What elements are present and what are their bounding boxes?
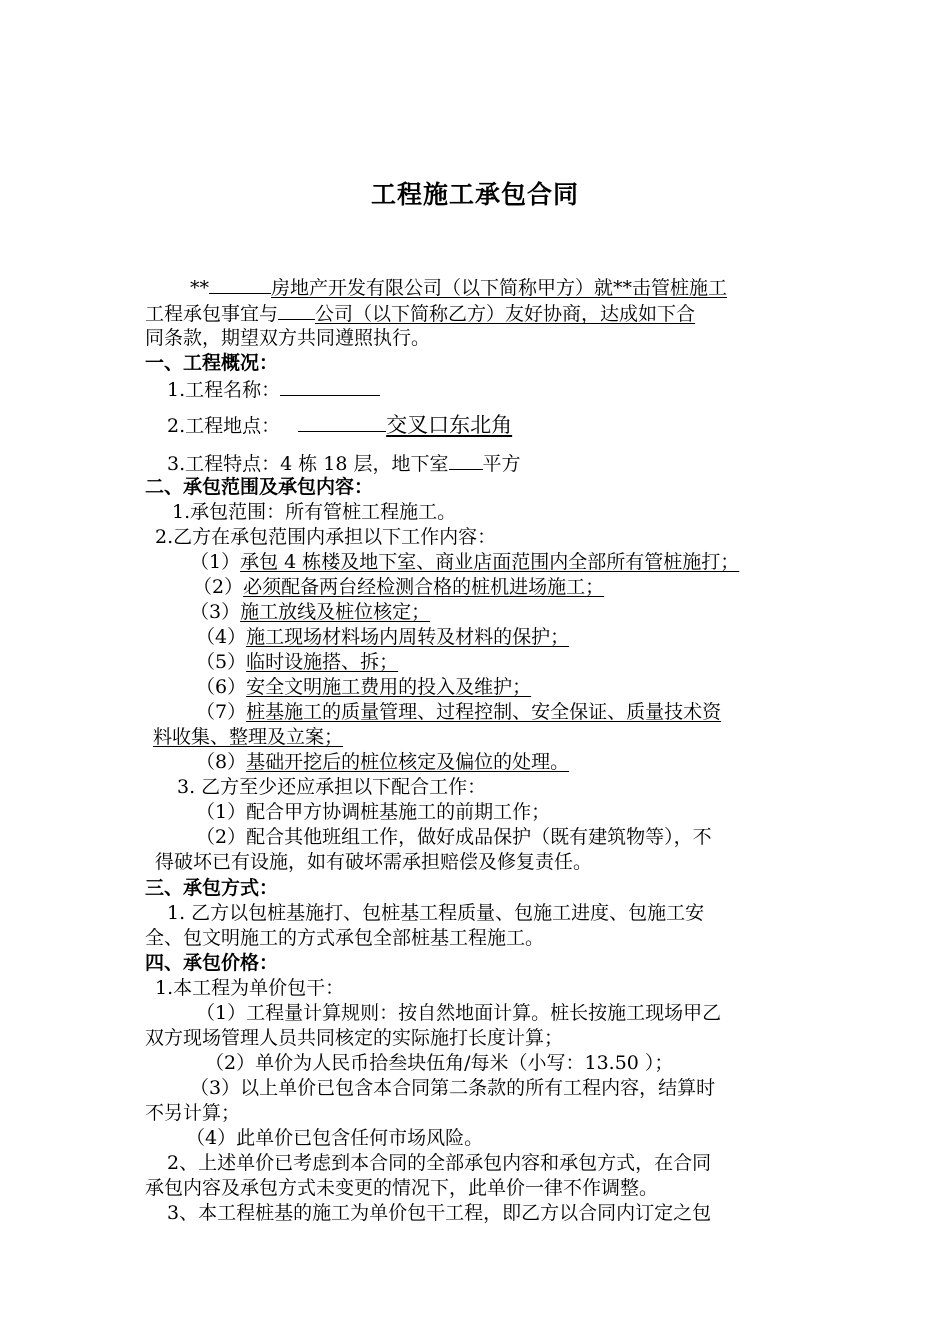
price-para-2-cont: 承包内容及承包方式未变更的情况下，此单价一律不作调整。 xyxy=(145,1177,659,1199)
work-item xyxy=(193,575,616,600)
coop-item-1: （1）配合甲方协调桩基施工的前期工作； xyxy=(196,801,551,823)
item-number: （7） xyxy=(196,701,247,723)
section-4-heading: 四、承包价格： xyxy=(145,952,279,974)
intro-party-a-mask: ** xyxy=(190,277,209,299)
document-title: 工程施工承包合同 xyxy=(370,180,579,209)
coop-item-2: （2）配合其他班组工作，做好成品保护（既有建筑物等），不 xyxy=(196,826,712,848)
item-text: 临时设施搭、拆； xyxy=(246,651,399,673)
section-3-heading: 三、承包方式： xyxy=(145,877,279,899)
price-rule-3-cont: 不另计算； xyxy=(145,1102,241,1124)
intro-text: 工程承包事宜与 xyxy=(145,303,279,325)
item-text: 施工现场材料场内周转及材料的保护； xyxy=(246,626,570,648)
project-site-value: 交叉口东北角 xyxy=(386,413,513,437)
item-text: 料收集、整理及立案； xyxy=(153,726,344,748)
blank-line xyxy=(209,274,271,294)
work-item-7-cont xyxy=(153,725,359,750)
scope-line: 1.承包范围：所有管桩工程施工。 xyxy=(172,501,457,523)
work-item xyxy=(190,550,749,575)
item-number: （5） xyxy=(196,651,247,673)
project-site-label: 2.工程地点： xyxy=(167,415,281,437)
blank-line xyxy=(278,300,315,320)
price-rule-1-cont: 双方现场管理人员共同核定的实际施打长度计算； xyxy=(145,1027,564,1049)
work-item xyxy=(196,750,579,775)
project-feature-text: 3.工程特点：4 栋 18 层，地下室 xyxy=(167,453,449,475)
method-line-2: 全、包文明施工的方式承包全部桩基工程施工。 xyxy=(145,927,545,949)
project-name-blank xyxy=(280,376,380,396)
item-text: 施工放线及桩位核定； xyxy=(240,601,431,623)
item-text: 桩基施工的质量管理、过程控制、安全保证、质量技术资 xyxy=(246,701,722,723)
item-number: （2） xyxy=(193,576,244,598)
item-text: 安全文明施工费用的投入及维护； xyxy=(246,676,532,698)
price-line-1: 1.本工程为单价包干： xyxy=(155,977,345,999)
price-para-3: 3、本工程桩基的施工为单价包干工程，即乙方以合同内订定之包 xyxy=(167,1202,712,1224)
blank-line xyxy=(298,412,386,432)
item-number: （1） xyxy=(190,551,241,573)
method-line-1: 1. 乙方以包桩基施打、包桩基工程质量、包施工进度、包施工安 xyxy=(167,902,705,924)
intro-party-a-name: 房地产开发有限公司（以下简称甲方）就** xyxy=(271,277,633,299)
work-item xyxy=(196,650,406,675)
work-item xyxy=(196,675,541,700)
project-name-label: 1.工程名称： xyxy=(167,379,281,401)
work-intro-line: 2.乙方在承包范围内承担以下工作内容： xyxy=(155,526,497,548)
item-text: 必须配备两台经检测合格的桩机进场施工； xyxy=(243,576,605,598)
price-para-2: 2、上述单价已考虑到本合同的全部承包内容和承包方式，在合同 xyxy=(167,1152,712,1174)
price-rule-3: （3）以上单价已包含本合同第二条款的所有工程内容，结算时 xyxy=(190,1077,716,1099)
intro-line-1 xyxy=(190,274,727,301)
intro-line-2 xyxy=(145,300,695,327)
coop-item-2-cont: 得破坏已有设施，如有破坏需承担赔偿及修复责任。 xyxy=(155,851,593,873)
section-1-heading: 一、工程概况： xyxy=(145,352,279,374)
work-item xyxy=(196,700,721,725)
price-rule-2: （2）单价为人民币拾叁块伍角/每米（小写：13.50 ）； xyxy=(205,1052,674,1074)
section-2-heading: 二、承包范围及承包内容： xyxy=(145,476,374,498)
project-site-row xyxy=(167,412,512,439)
work-item xyxy=(190,600,438,625)
project-feature-row xyxy=(167,450,521,477)
price-rule-4: （4）此单价已包含任何市场风险。 xyxy=(186,1127,484,1149)
intro-project-name: 击管桩施工 xyxy=(632,277,728,299)
item-number: （3） xyxy=(190,601,241,623)
item-number: （4） xyxy=(196,626,247,648)
item-text: 基础开挖后的桩位核定及偏位的处理。 xyxy=(246,751,570,773)
intro-line-3: 同条款，期望双方共同遵照执行。 xyxy=(145,327,431,349)
project-feature-unit: 平方 xyxy=(482,453,521,475)
item-text: 承包 4 栋楼及地下室、商业店面范围内全部所有管桩施打； xyxy=(240,551,740,573)
intro-party-b: 公司（以下简称乙方）友好协商，达成如下合 xyxy=(315,303,696,325)
blank-line xyxy=(449,450,483,470)
price-rule-1: （1）工程量计算规则：按自然地面计算。桩长按施工现场甲乙 xyxy=(196,1002,722,1024)
project-name-row xyxy=(167,376,380,403)
item-number: （6） xyxy=(196,676,247,698)
work-item xyxy=(196,625,579,650)
coop-intro-line: 3. 乙方至少还应承担以下配合工作： xyxy=(177,776,487,798)
item-number: （8） xyxy=(196,751,247,773)
